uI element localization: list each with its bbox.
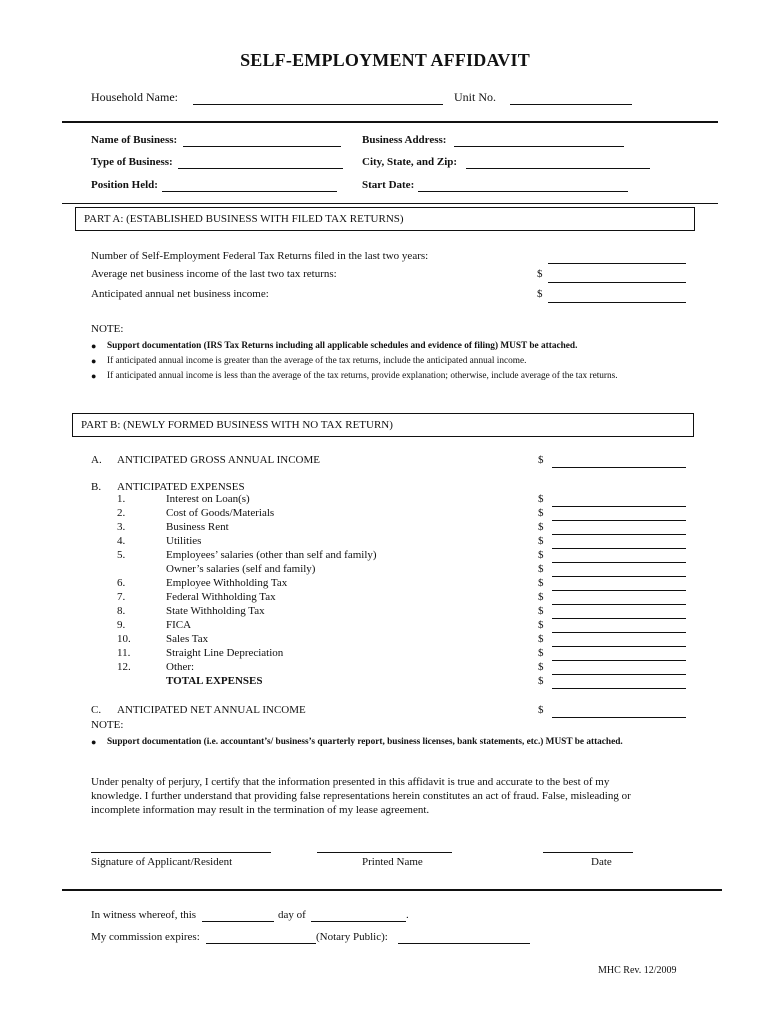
expense-number: 7. — [117, 591, 126, 603]
expense-amount-field[interactable] — [552, 548, 686, 549]
net-income-label: ANTICIPATED NET ANNUAL INCOME — [117, 704, 306, 716]
expense-label: FICA — [166, 619, 192, 631]
expense-currency: $ — [538, 549, 544, 561]
expense-amount-field[interactable] — [552, 674, 686, 675]
start-date-label: Start Date: — [362, 179, 415, 191]
expense-number: 4. — [117, 535, 126, 547]
expense-amount-field[interactable] — [552, 604, 686, 605]
bullet-icon: ● — [91, 737, 97, 747]
anticipated-net-income-label: Anticipated annual net business income: — [91, 288, 269, 300]
avg-net-income-label: Average net business income of the last two tax returns: — [91, 268, 337, 280]
commission-expires-label: My commission expires: — [91, 931, 200, 943]
document-title: SELF-EMPLOYMENT AFFIDAVIT — [240, 50, 530, 70]
witness-day-of: day of — [278, 909, 306, 921]
expense-number: 8. — [117, 605, 126, 617]
business-address-field[interactable] — [454, 146, 624, 147]
witness-prefix: In witness whereof, this — [91, 909, 197, 921]
certification-paragraph — [91, 775, 681, 817]
expense-label: State Withholding Tax — [166, 605, 265, 617]
bullet-icon: ● — [91, 356, 97, 366]
expense-label: Straight Line Depreciation — [166, 647, 284, 659]
gross-income-field[interactable] — [552, 467, 686, 468]
expense-label: Other: — [166, 661, 195, 673]
expense-number: 5. — [117, 549, 126, 561]
expense-amount-field[interactable] — [552, 632, 686, 633]
expense-amount-field[interactable] — [552, 576, 686, 577]
expense-amount-field[interactable] — [552, 646, 686, 647]
city-state-zip-label: City, State, and Zip: — [362, 156, 458, 168]
part-b-note-label: NOTE: — [91, 719, 124, 731]
expense-label: Interest on Loan(s) — [166, 493, 250, 505]
part-a-note-2: If anticipated annual income is greater than the average of the tax returns, include the anticipated annual income. — [107, 356, 527, 366]
part-b-header — [72, 413, 694, 437]
net-income-field[interactable] — [552, 717, 686, 718]
bullet-icon: ● — [91, 341, 97, 351]
expense-currency: $ — [538, 633, 544, 645]
commission-expires-field[interactable] — [206, 943, 316, 944]
witness-period: . — [406, 909, 409, 921]
expense-label: Cost of Goods/Materials — [166, 507, 275, 519]
expense-number: 2. — [117, 507, 126, 519]
avg-net-income-field[interactable] — [548, 282, 686, 283]
expense-currency: $ — [538, 591, 544, 603]
position-held-field[interactable] — [162, 191, 337, 192]
expense-number: 3. — [117, 521, 126, 533]
start-date-field[interactable] — [418, 191, 628, 192]
household-name-field[interactable] — [193, 104, 443, 105]
expense-currency: $ — [538, 577, 544, 589]
witness-month-field[interactable] — [311, 921, 406, 922]
expenses-letter: B. — [91, 481, 102, 493]
expenses-label: ANTICIPATED EXPENSES — [117, 481, 245, 493]
revision-footer: MHC Rev. 12/2009 — [598, 965, 677, 976]
part-a-note-3: If anticipated annual income is less than the average of the tax returns, provide explanation; otherwise, include average of the tax returns. — [107, 371, 618, 381]
expense-number: 9. — [117, 619, 126, 631]
section-divider-bottom — [62, 889, 722, 891]
part-b-note: Support documentation (i.e. accountant’s/ business’s quarterly report, business licenses, bank statements, etc.) MUST be attached. — [107, 737, 623, 747]
applicant-signature-field[interactable] — [91, 852, 271, 853]
unit-no-field[interactable] — [510, 104, 632, 105]
certification-line-3: incomplete information may result in the termination of my lease agreement. — [91, 804, 430, 816]
expense-number: 10. — [117, 633, 131, 645]
anticipated-net-income-field[interactable] — [548, 302, 686, 303]
notary-public-label: (Notary Public): — [316, 931, 388, 943]
expense-currency: $ — [538, 521, 544, 533]
business-address-label: Business Address: — [362, 134, 447, 146]
witness-day-field[interactable] — [202, 921, 274, 922]
expense-currency: $ — [538, 563, 544, 575]
city-state-zip-field[interactable] — [466, 168, 650, 169]
business-name-field[interactable] — [183, 146, 341, 147]
position-held-label: Position Held: — [91, 179, 158, 191]
expense-number: 1. — [117, 493, 126, 505]
expense-amount-field[interactable] — [552, 590, 686, 591]
expense-amount-field[interactable] — [552, 562, 686, 563]
anticipated-net-income-currency: $ — [537, 288, 543, 300]
unit-no-label: Unit No. — [454, 90, 496, 104]
expense-amount-field[interactable] — [552, 506, 686, 507]
gross-income-letter: A. — [91, 454, 102, 466]
expense-amount-field[interactable] — [552, 520, 686, 521]
expense-number: 11. — [117, 647, 131, 659]
business-type-label: Type of Business: — [91, 156, 173, 168]
total-expenses-label: TOTAL EXPENSES — [166, 675, 263, 687]
expense-label: Sales Tax — [166, 633, 209, 645]
printed-name-label: Printed Name — [362, 856, 423, 868]
expense-currency: $ — [538, 661, 544, 673]
part-a-note-1: Support documentation (IRS Tax Returns including all applicable schedules and evidence of filing) MUST be attached. — [107, 341, 578, 351]
date-label: Date — [591, 856, 612, 868]
expense-label: Employee Withholding Tax — [166, 577, 288, 589]
expense-label: Employees’ salaries (other than self and family) — [166, 549, 377, 561]
part-a-note-label: NOTE: — [91, 323, 124, 335]
tax-returns-count-field[interactable] — [548, 263, 686, 264]
expense-label: Utilities — [166, 535, 202, 547]
expense-currency: $ — [538, 619, 544, 631]
expense-number: 12. — [117, 661, 131, 673]
expense-label: Federal Withholding Tax — [166, 591, 276, 603]
expense-label: Business Rent — [166, 521, 229, 533]
expense-number: 6. — [117, 577, 126, 589]
expense-currency: $ — [538, 535, 544, 547]
bullet-icon: ● — [91, 371, 97, 381]
business-name-label: Name of Business: — [91, 134, 178, 146]
net-income-letter: C. — [91, 704, 102, 716]
household-name-label: Household Name: — [91, 90, 178, 104]
avg-net-income-currency: $ — [537, 268, 543, 280]
section-divider-top — [62, 121, 718, 123]
business-type-field[interactable] — [178, 168, 343, 169]
notary-public-field[interactable] — [398, 943, 530, 944]
expense-currency: $ — [538, 605, 544, 617]
certification-line-1: Under penalty of perjury, I certify that the information presented in this affidavit is true and accurate to the best of my — [91, 776, 610, 788]
date-field[interactable] — [543, 852, 633, 853]
expense-currency: $ — [538, 675, 544, 687]
tax-returns-count-label: Number of Self-Employment Federal Tax Returns filed in the last two years: — [91, 250, 429, 262]
gross-income-currency: $ — [538, 454, 544, 466]
net-income-currency: $ — [538, 704, 544, 716]
part-a-header — [75, 207, 695, 231]
expense-amount-field[interactable] — [552, 534, 686, 535]
gross-income-label: ANTICIPATED GROSS ANNUAL INCOME — [117, 454, 321, 466]
part-b-header-text: PART B: (NEWLY FORMED BUSINESS WITH NO TAX RETURN) — [81, 419, 393, 431]
expense-currency: $ — [538, 493, 544, 505]
expense-currency: $ — [538, 647, 544, 659]
expense-amount-field[interactable] — [552, 660, 686, 661]
applicant-signature-label: Signature of Applicant/Resident — [91, 856, 233, 868]
section-divider-thin — [62, 203, 718, 204]
printed-name-field[interactable] — [317, 852, 452, 853]
expense-amount-field[interactable] — [552, 618, 686, 619]
certification-line-2: knowledge. I further understand that providing false representations herein constitutes an act of fraud. False, misleading or — [91, 790, 631, 802]
part-a-header-text: PART A: (ESTABLISHED BUSINESS WITH FILED TAX RETURNS) — [84, 213, 404, 225]
total-expenses-field[interactable] — [552, 688, 686, 689]
expense-currency: $ — [538, 507, 544, 519]
expense-label: Owner’s salaries (self and family) — [166, 563, 316, 575]
